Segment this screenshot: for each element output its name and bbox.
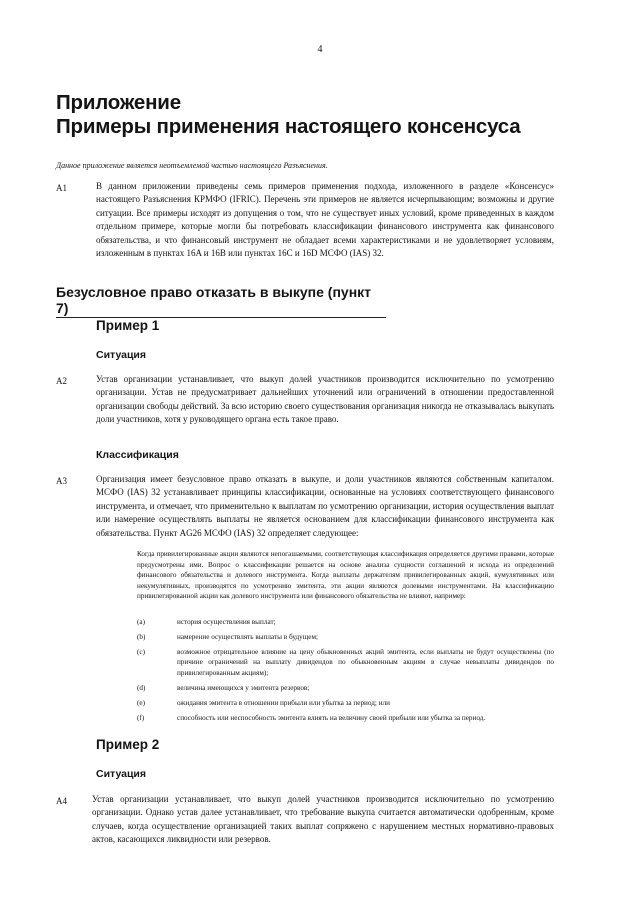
list-item xyxy=(137,617,554,627)
title-line-1: Приложение xyxy=(56,91,181,114)
paragraph-label-a4: A4 xyxy=(56,796,67,806)
intro-note: Данное приложение является неотъемлемой частью настоящего Разъяснения. xyxy=(56,161,328,170)
list-item-text: намерение осуществлять выплаты в будущем; xyxy=(177,633,319,641)
section-heading: Безусловное право отказать в выкупе (пункт 7) xyxy=(56,284,386,318)
list-item-marker: (e) xyxy=(137,699,145,707)
list-item-marker: (a) xyxy=(137,618,145,626)
list-item xyxy=(137,632,554,642)
list-item-marker: (c) xyxy=(137,648,145,656)
paragraph-label-a3: A3 xyxy=(56,476,67,486)
page-number: 4 xyxy=(317,44,323,55)
list-item-text: величина имеющихся у эмитента резервов; xyxy=(177,684,310,692)
quote-block: Когда привилегированные акции являются непогашаемыми, соответствующая классификация определяется другими правами, которые предусмотрены ими. Вопрос о классификации решается на основе анализа сущности соглашений и исхода из определений финансового обязательства и долевого инструмента. Когда выплаты держателям привилегированных акций, кумулятивных или некумулятивных, производятся по усмотрению эмитента, эти акции являются долевыми инструментами. На классификацию привилегированной акции как долевого инструмента или финансового обязательства не влияют, например: xyxy=(137,550,554,600)
paragraph-label-a1: A1 xyxy=(56,183,67,193)
list-item-text: возможное отрицательное влияние на цену обыкновенных акций эмитента, если выплаты не будут осуществлены (по причине ограничений на выплату дивидендов по обыкновенным акциям в случае невыплаты дивидендов по привилегированным акциям); xyxy=(177,648,554,677)
example-2-heading: Пример 2 xyxy=(96,737,160,752)
list-item xyxy=(137,683,554,693)
list-item xyxy=(137,647,554,678)
paragraph-label-a2: A2 xyxy=(56,376,67,386)
list-item xyxy=(137,713,554,723)
paragraph-a2: Устав организации устанавливает, что выкуп долей участников производится исключительно по усмотрению организации. Устав не предусматривает дальнейших уточнений или ограничений в отношении предоставленной организации свободы действий. За всю историю своего существования организация никогда не отказывалась выкупать доли участников, хотя у руководящего органа есть такое право. xyxy=(96,374,554,425)
list-item-marker: (b) xyxy=(137,633,146,641)
classification-heading: Классификация xyxy=(96,449,179,461)
paragraph-a4: Устав организации устанавливает, что выкуп долей участников производится исключительно по усмотрению организации. Однако устав далее устанавливает, что требование выкупа считается автоматически одобренным, кроме случаев, когда осуществление организацией таких выплат сопряжено с нарушением местных нормативно-правовых актов, касающихся ликвидности или резервов. xyxy=(92,794,554,845)
list-item-marker: (d) xyxy=(137,684,146,692)
list-item-marker: (f) xyxy=(137,714,145,722)
page-title xyxy=(56,91,520,139)
example-1-heading: Пример 1 xyxy=(96,318,160,333)
list-item-text: ожидания эмитента в отношении прибыли или убытка за период; или xyxy=(177,699,391,707)
list-item-text: история осуществления выплат; xyxy=(177,618,276,626)
list-item xyxy=(137,698,554,708)
situation-heading-1: Ситуация xyxy=(96,349,147,361)
title-line-2: Примеры применения настоящего консенсуса xyxy=(56,115,521,138)
list-item-text: способность или неспособность эмитента влиять на величину своей прибыли или убытка за период. xyxy=(177,714,486,722)
situation-heading-2: Ситуация xyxy=(96,768,147,780)
paragraph-a1: В данном приложении приведены семь примеров применения подхода, изложенного в разделе «Консенсус» настоящего Разъяснения КРМФО (IFRIC). Перечень эти примеров не является исчерпывающим; возможны и другие ситуации. Все примеры исходят из допущения о том, что не существует иных условий, кроме приведенных в каждом отдельном примере, которые могли бы потребовать классификации финансового инструмента как финансового обязательства, и что финансовый инструмент не обладает всеми характеристиками и не удовлетворяет условиям, изложенным в пунктах 16A и 16B или пунктах 16C и 16D МСФО (IAS) 32. xyxy=(96,181,554,259)
paragraph-a3: Организация имеет безусловное право отказать в выкупе, и доли участников являются собственным капиталом. МСФО (IAS) 32 устанавливает принципы классификации, основанные на условиях соответствующего финансового инструмента, и отмечает, что применительно к выплатам по усмотрению организации, история осуществления выплат или намерение осуществлять выплаты не является основанием для классификации финансового инструмента как обязательства. Пункт AG26 МСФО (IAS) 32 определяет следующее: xyxy=(96,474,554,538)
